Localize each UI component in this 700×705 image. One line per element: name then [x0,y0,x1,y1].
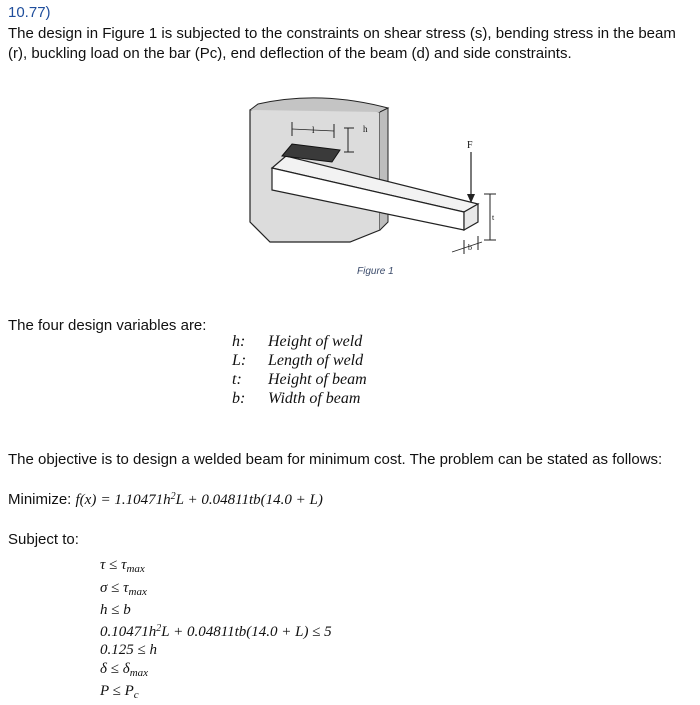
constraint-row [100,660,332,683]
constraint-sub: c [133,689,139,701]
constraint-sup: 2 [156,622,162,634]
constraint-rhs: L + 0.04811tb(14.0 + L) ≤ 5 [161,623,332,640]
constraint-lhs: 0.125 ≤ h [100,642,157,658]
problem-statement: The design in Figure 1 is subjected to the constraints on shear stress (s), bending stress in the beam (r), buckling load on the bar (Pc), end deflection of the beam (d) and side constraints. [8,25,676,62]
constraint-row [100,682,332,705]
label-l: l [312,125,315,135]
constraint-lhs: 0.10471h [100,623,157,640]
objective-expr-b: L + 0.04811tb(14.0 + L) [175,492,323,508]
constraint-sub: max [129,666,149,679]
variable-description: Height of beam [268,371,367,388]
constraint-lhs: h ≤ b [100,602,131,618]
objective-statement: The objective is to design a welded beam for minimum cost. The problem can be stated as follows: [8,451,663,468]
variable-row [232,370,367,389]
variable-symbol: h: [232,333,246,350]
minimize-label: Minimize: [8,491,72,508]
constraint-lhs: δ ≤ δ [100,660,130,677]
constraint-lhs: τ ≤ τ [100,557,127,573]
objective-function [8,491,323,509]
variable-row [232,389,367,408]
variable-description: Height of weld [268,333,363,350]
variable-row [232,332,367,351]
figure-caption: Figure 1 [357,266,394,277]
label-b: b [468,243,472,252]
label-F: F [467,140,473,151]
objective-expr-a: = 1.10471h [100,492,171,508]
variable-symbol: b: [232,390,246,407]
variable-description: Length of weld [268,352,364,369]
constraint-row [100,620,332,642]
constraints-list [100,556,332,705]
variables-list [232,332,367,408]
label-h: h [363,124,368,134]
variable-symbol: L: [232,352,247,369]
variable-description: Width of beam [268,390,361,407]
variable-symbol: t: [232,371,242,388]
problem-number: 10.77) [8,4,51,21]
objective-fx: f(x) [75,492,97,508]
objective-expr-sup: 2 [170,491,176,502]
subject-to-label: Subject to: [8,531,79,548]
variable-row [232,351,367,370]
variables-intro: The four design variables are: [8,317,207,334]
constraint-row [100,601,332,620]
constraint-sub: max [126,563,145,575]
constraint-lhs: σ ≤ τ [100,579,129,596]
label-t: t [492,213,495,222]
constraint-sub: max [128,585,147,598]
constraint-row [100,556,332,579]
constraint-row [100,641,332,660]
figure-1-welded-beam [220,90,520,280]
constraint-lhs: P ≤ P [100,683,134,699]
welded-beam-diagram [220,90,520,280]
constraint-row [100,579,332,602]
